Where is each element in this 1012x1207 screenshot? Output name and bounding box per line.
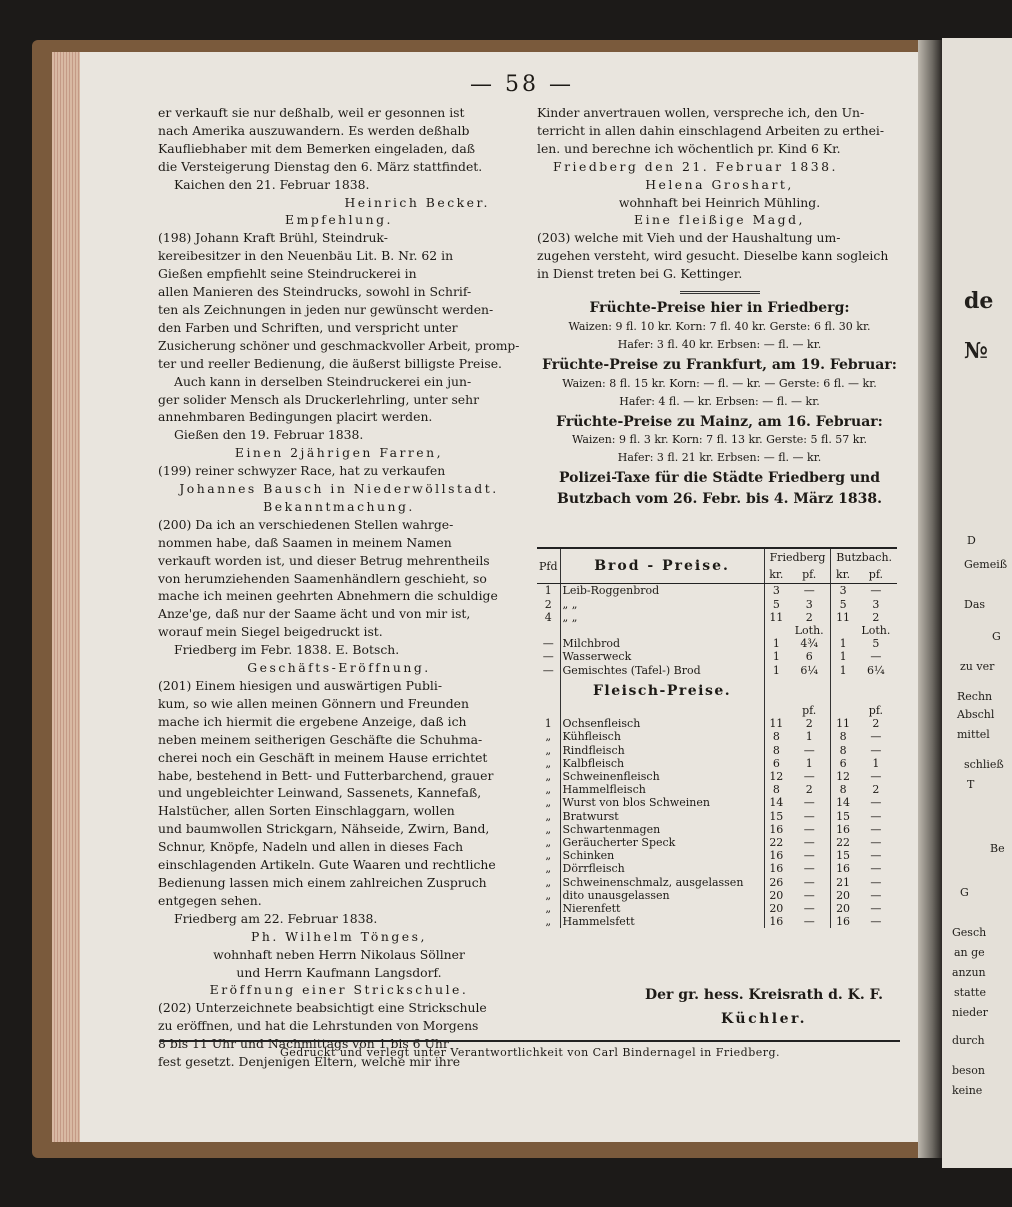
text-line: len. und berechne ich wöchentlich pr. Kind 6 Kr. <box>537 140 841 156</box>
table-row <box>537 744 897 757</box>
cell-weight: — <box>537 664 560 677</box>
section-heading: Eine fleißige Magd, <box>634 212 805 228</box>
cell-friedberg-pf: 6 <box>805 650 813 664</box>
text-line: (201) Einem hiesigen und auswärtigen Publi- <box>158 678 443 693</box>
text-line: neben meinem seitherigen Geschäfte die Schuhma- <box>158 731 483 747</box>
cell-friedberg-kr: 1 <box>764 650 788 663</box>
text-line: Zusicherung schöner und geschmackvoller Arbeit, promp- <box>158 337 520 353</box>
cell-butzbach-kr: 8 <box>831 744 855 757</box>
book-gutter <box>918 40 942 1158</box>
cell-friedberg-pf: — <box>803 915 815 929</box>
table-row <box>537 650 897 663</box>
cell-item: Milchbrod <box>562 637 621 651</box>
cell-item: Ochsenfleisch <box>562 717 641 731</box>
cell-butzbach-pf: 6¼ <box>867 663 885 677</box>
text-line: (200) Da ich an verschiedenen Stellen wahrge- <box>158 516 454 532</box>
cell-butzbach-kr: 22 <box>831 836 855 849</box>
page-edges <box>52 52 80 1142</box>
cell-item: Schwartenmagen <box>562 822 661 836</box>
facing-page-fragment: T <box>967 778 975 791</box>
cell-empty <box>537 624 560 637</box>
cell-friedberg-pf: — <box>803 743 815 757</box>
table-row <box>537 664 897 677</box>
table-subheader-row <box>537 704 897 717</box>
cell-friedberg-pf: 2 <box>805 610 813 624</box>
cell-friedberg-kr: 14 <box>764 796 788 809</box>
cell-butzbach-kr: 16 <box>831 862 855 875</box>
text-line: und Herrn Kaufmann Langsdorf. <box>236 964 442 980</box>
right-column <box>537 104 902 509</box>
table-row <box>537 862 897 875</box>
cell-butzbach-kr: 1 <box>831 637 855 650</box>
text-line: von herumziehenden Saamenhändlern geschieht, so <box>158 570 487 586</box>
cell-butzbach-pf: — <box>870 875 882 889</box>
text-line: Kinder anvertrauen wollen, verspreche ich, den Un- <box>537 105 865 120</box>
cell-weight: „ <box>537 915 560 928</box>
text-line: den Farben und Schriften, und verspricht unter <box>158 319 458 335</box>
cell-weight: „ <box>537 849 560 862</box>
facing-page-fragment: keine <box>952 1084 983 1097</box>
imprint-footer: Gedruckt und verlegt unter Verantwortlichkeit von Carl Bindernagel in Friedberg. <box>279 1046 781 1059</box>
page-number: — 58 — <box>470 72 574 97</box>
cell-butzbach-kr: 3 <box>831 584 855 598</box>
text-line: cherei noch ein Geschäft in meinem Hause errichtet <box>158 749 488 765</box>
separator-rule <box>680 291 760 294</box>
text-line: wohnhaft neben Herrn Nikolaus Söllner <box>213 946 465 962</box>
text-line: kum, so wie allen meinen Gönnern und Freunden <box>158 695 469 711</box>
unit-label-pf: pf. <box>802 704 817 718</box>
left-column <box>158 104 520 1071</box>
polizei-heading: Butzbach vom 26. Febr. bis 4. März 1838. <box>557 491 882 508</box>
cell-friedberg-kr: 26 <box>764 876 788 889</box>
text-line: kereibesitzer in den Neuenbäu Lit. B. Nr. 62 in <box>158 248 454 264</box>
facing-page-fragment: Das <box>964 598 986 611</box>
polizei-heading: Polizei-Taxe für die Städte Friedberg und <box>558 470 881 487</box>
text-line: zu eröffnen, und hat die Lehrstunden von Morgens <box>158 1018 479 1034</box>
cell-friedberg-pf: — <box>803 770 815 784</box>
cell-friedberg-pf: — <box>803 584 815 598</box>
table-row <box>537 637 897 650</box>
col-header-kr: kr. <box>764 566 788 584</box>
text-line: 8 bis 11 Uhr und Nachmittags von 1 bis 6 Uhr <box>158 1036 449 1052</box>
cell-friedberg-pf: 2 <box>805 717 813 731</box>
text-line: allen Manieren des Steindrucks, sowohl in Schrif- <box>158 284 472 300</box>
text-line: zugehen versteht, wird gesucht. Dieselbe kann sogleich <box>537 248 889 264</box>
cell-empty <box>764 704 788 717</box>
cell-friedberg-kr: 5 <box>764 598 788 611</box>
cell-friedberg-pf: — <box>803 902 815 916</box>
cell-item: Schinken <box>562 849 615 863</box>
signature-line: Helena Groshart, <box>645 176 794 192</box>
text-line: wohnhaft bei Heinrich Mühling. <box>618 194 821 210</box>
cell-weight: 2 <box>537 598 560 611</box>
cell-item: Dörrfleisch <box>562 862 625 876</box>
cell-butzbach-pf: 3 <box>872 597 880 611</box>
cell-empty <box>764 624 788 637</box>
col-header-pf: pf. <box>788 566 831 584</box>
cell-butzbach-pf: — <box>870 770 882 784</box>
prices-heading-friedberg: Früchte-Preise hier in Friedberg: <box>589 300 850 317</box>
cell-empty <box>831 677 855 704</box>
price-line: Waizen: 8 fl. 15 kr. Korn: — fl. — kr. — Gerste: 6 fl. — kr. <box>562 376 877 390</box>
cell-item: Schweinenfleisch <box>562 770 660 784</box>
text-line: und baumwollen Strickgarn, Nähseide, Zwirn, Band, <box>158 821 490 837</box>
cell-butzbach-kr: 15 <box>831 810 855 823</box>
text-line: worauf mein Siegel beigedruckt ist. <box>158 624 383 640</box>
price-line: Hafer: 4 fl. — kr. Erbsen: — fl. — kr. <box>619 394 820 408</box>
table-row <box>537 889 897 902</box>
cell-item: Hammelsfett <box>562 915 635 929</box>
facing-page <box>942 38 1012 1168</box>
cell-butzbach-pf: 2 <box>872 717 880 731</box>
table-row <box>537 717 897 730</box>
cell-weight: — <box>537 650 560 663</box>
text-line: verkauft worden ist, und dieser Betrug mehrentheils <box>158 552 490 568</box>
cell-empty <box>764 677 788 704</box>
text-line: ger solider Mensch als Druckerlehrling, unter sehr <box>158 391 480 407</box>
brod-rows <box>537 584 897 929</box>
cell-weight: „ <box>537 757 560 770</box>
text-line: in Dienst treten bei G. Kettinger. <box>537 266 743 282</box>
col-header-butzbach: Butzbach. <box>831 548 897 566</box>
signature-block <box>645 983 883 1031</box>
cell-butzbach-pf: — <box>870 584 882 598</box>
table-row <box>537 849 897 862</box>
cell-friedberg-pf: 4¾ <box>800 637 819 651</box>
facing-page-fragment: Gemeiß <box>964 558 1008 571</box>
cell-butzbach-kr: 21 <box>831 876 855 889</box>
cell-friedberg-pf: — <box>803 822 815 836</box>
table-row <box>537 915 897 928</box>
text-line: terricht in allen dahin einschlagend Arbeiten zu erthei- <box>537 122 885 138</box>
text-line: ter und reeller Bedienung, die äußerst billigste Preise. <box>158 355 502 371</box>
footer-rule <box>160 1040 900 1042</box>
table-row <box>537 823 897 836</box>
text-line: nommen habe, daß Saamen in meinem Namen <box>158 534 452 550</box>
cell-item: Gemischtes (Tafel-) Brod <box>562 663 701 677</box>
cell-weight: „ <box>537 902 560 915</box>
text-line: Auch kann in derselben Steindruckerei ein jun- <box>174 373 472 389</box>
table-row <box>537 730 897 743</box>
text-line: mache ich meinen geehrten Abnehmern die schuldige <box>158 588 498 604</box>
cell-weight: 1 <box>537 717 560 730</box>
cell-butzbach-pf: 2 <box>872 610 880 624</box>
cell-friedberg-pf: — <box>803 796 815 810</box>
unit-label-pf: pf. <box>868 704 883 718</box>
text-line: Halstücher, allen Sorten Einschlaggarn, wollen <box>158 803 455 819</box>
cell-weight: „ <box>537 862 560 875</box>
cell-friedberg-pf: — <box>803 849 815 863</box>
section-heading: Bekanntmachung. <box>263 498 415 514</box>
cell-butzbach-pf: — <box>870 809 882 823</box>
table-row <box>537 836 897 849</box>
cell-empty <box>831 624 855 637</box>
prices-heading-mainz: Früchte-Preise zu Mainz, am 16. Februar: <box>556 413 883 430</box>
cell-butzbach-kr: 14 <box>831 796 855 809</box>
signature-line: Friedberg im Febr. 1838. E. Botsch. <box>174 642 400 658</box>
cell-butzbach-pf: 2 <box>872 783 880 797</box>
cell-friedberg-pf: — <box>803 875 815 889</box>
cell-weight: „ <box>537 744 560 757</box>
text-line: Schnur, Knöpfe, Nadeln und allen in dieses Fach <box>158 839 464 855</box>
facing-page-fragment: zu ver <box>960 660 995 673</box>
cell-item: Rindfleisch <box>562 743 625 757</box>
cell-item: Bratwurst <box>562 809 619 823</box>
facing-page-fragment: nieder <box>952 1006 988 1019</box>
section-heading: Eröffnung einer Strickschule. <box>209 982 469 998</box>
text-line: fest gesetzt. Denjenigen Eltern, welche mir ihre <box>158 1054 461 1070</box>
cell-butzbach-kr: 15 <box>831 849 855 862</box>
cell-friedberg-pf: 6¼ <box>800 663 819 677</box>
cell-butzbach-pf: — <box>870 915 882 929</box>
table-row <box>537 584 897 598</box>
table-row <box>537 598 897 611</box>
cell-item: „ „ <box>562 597 578 611</box>
facing-page-fragment: Gesch <box>952 926 987 939</box>
signature-line: Heinrich Becker. <box>344 194 490 210</box>
text-line: Friedberg am 22. Februar 1838. <box>174 910 378 926</box>
section-heading: Geschäfts-Eröffnung. <box>247 660 431 676</box>
table-row <box>537 783 897 796</box>
prices-heading-frankfurt: Früchte-Preise zu Frankfurt, am 19. Februar: <box>542 356 897 373</box>
cell-friedberg-kr: 20 <box>764 889 788 902</box>
cell-item: Kühfleisch <box>562 730 621 744</box>
cell-butzbach-kr: 8 <box>831 783 855 796</box>
text-line: Gießen den 19. Februar 1838. <box>174 427 364 443</box>
cell-item: dito unausgelassen <box>562 888 670 902</box>
cell-friedberg-pf: 1 <box>805 730 813 744</box>
cell-friedberg-pf: — <box>803 862 815 876</box>
table-row <box>537 876 897 889</box>
col-header-kr: kr. <box>831 566 855 584</box>
cell-friedberg-pf: — <box>803 888 815 902</box>
text-line: nach Amerika auszuwandern. Es werden deßhalb <box>158 122 470 138</box>
cell-weight: — <box>537 637 560 650</box>
cell-weight: „ <box>537 770 560 783</box>
text-line: annehmbaren Bedingungen placirt werden. <box>158 409 433 425</box>
text-line: habe, bestehend in Bett- und Futterbarchend, grauer <box>158 767 494 783</box>
cell-friedberg-kr: 16 <box>764 849 788 862</box>
text-line: (199) reiner schwyzer Race, hat zu verkaufen <box>158 463 446 479</box>
text-line: (202) Unterzeichnete beabsichtigt eine Strickschule <box>158 1000 487 1016</box>
cell-empty <box>855 677 897 704</box>
text-line: Kaichen den 21. Februar 1838. <box>174 176 370 192</box>
text-line: er verkauft sie nur deßhalb, weil er gesonnen ist <box>158 105 465 120</box>
facing-page-fragment: an ge <box>954 946 985 959</box>
text-line: Bedienung lassen mich einem zahlreichen Zuspruch <box>158 874 487 890</box>
col-header-pfd: Pfd <box>537 548 560 584</box>
facing-page-fragment: Abschl <box>957 708 995 721</box>
cell-butzbach-kr: 5 <box>831 598 855 611</box>
cell-butzbach-pf: — <box>870 822 882 836</box>
cell-weight: 1 <box>537 584 560 598</box>
cell-weight: 4 <box>537 611 560 624</box>
text-line: ten als Zeichnungen in jeden nur gewünscht werden- <box>158 301 494 317</box>
facing-page-fragment: G <box>960 886 969 899</box>
price-line: Hafer: 3 fl. 40 kr. Erbsen: — fl. — kr. <box>617 337 822 351</box>
facing-page-fragment: № <box>964 338 988 364</box>
cell-friedberg-kr: 11 <box>764 611 788 624</box>
cell-empty <box>537 677 560 704</box>
table-row <box>537 611 897 624</box>
cell-friedberg-kr: 1 <box>764 637 788 650</box>
cell-friedberg-kr: 16 <box>764 862 788 875</box>
facing-page-fragment: Rechn <box>957 690 993 703</box>
price-line: Waizen: 9 fl. 3 kr. Korn: 7 fl. 13 kr. Gerste: 5 fl. 57 kr. <box>571 433 868 447</box>
col-header-brod: Brod - Preise. <box>560 548 764 584</box>
cell-friedberg-kr: 11 <box>764 717 788 730</box>
cell-butzbach-pf: 5 <box>872 637 880 651</box>
section-heading: Einen 2jährigen Farren, <box>234 445 444 461</box>
cell-item: Wurst von blos Schweinen <box>562 796 710 810</box>
unit-label-loth: Loth. <box>794 624 824 638</box>
facing-page-fragment: durch <box>952 1034 985 1047</box>
signature-line: Ph. Wilhelm Tönges, <box>251 928 427 944</box>
text-line: die Versteigerung Dienstag den 6. März stattfindet. <box>158 158 483 174</box>
price-table <box>537 547 897 928</box>
col-header-pf: pf. <box>855 566 897 584</box>
table-row <box>537 902 897 915</box>
cell-butzbach-pf: — <box>870 836 882 850</box>
cell-friedberg-pf: — <box>803 809 815 823</box>
price-line: Hafer: 3 fl. 21 kr. Erbsen: — fl. — kr. <box>617 451 822 465</box>
text-line: Gießen empfiehlt seine Steindruckerei in <box>158 266 417 282</box>
cell-item: Leib-Roggenbrod <box>562 584 660 598</box>
unit-label-loth: Loth. <box>861 624 891 638</box>
cell-butzbach-pf: — <box>870 902 882 916</box>
cell-empty <box>831 704 855 717</box>
facing-page-fragment: G <box>992 630 1001 643</box>
cell-empty <box>788 677 831 704</box>
cell-weight: „ <box>537 796 560 809</box>
cell-butzbach-pf: — <box>870 796 882 810</box>
section-heading: Empfehlung. <box>285 212 393 228</box>
cell-item: Nierenfett <box>562 902 621 916</box>
cell-friedberg-kr: 8 <box>764 730 788 743</box>
signature-title: Der gr. hess. Kreisrath d. K. F. <box>645 987 883 1003</box>
facing-page-fragment: beson <box>952 1064 985 1077</box>
cell-butzbach-kr: 8 <box>831 730 855 743</box>
fleisch-heading: Fleisch-Preise. <box>592 682 732 699</box>
cell-friedberg-kr: 8 <box>764 744 788 757</box>
cell-item: Geräucherter Speck <box>562 836 676 850</box>
table-subheader-row <box>537 677 897 704</box>
cell-friedberg-kr: 22 <box>764 836 788 849</box>
facing-page-fragment: mittel <box>957 728 990 741</box>
text-line: Johannes Bausch in Niederwöllstadt. <box>179 481 499 497</box>
cell-butzbach-kr: 6 <box>831 757 855 770</box>
cell-butzbach-pf: — <box>870 849 882 863</box>
cell-weight: „ <box>537 836 560 849</box>
cell-item: Schweinenschmalz, ausgelassen <box>562 875 744 889</box>
table-row <box>537 796 897 809</box>
cell-weight: „ <box>537 823 560 836</box>
cell-butzbach-kr: 16 <box>831 915 855 928</box>
cell-item: Hammelfleisch <box>562 783 646 797</box>
cell-friedberg-kr: 16 <box>764 915 788 928</box>
price-line: Waizen: 9 fl. 10 kr. Korn: 7 fl. 40 kr. Gerste: 6 fl. 30 kr. <box>568 319 871 333</box>
facing-page-fragment: de <box>964 288 994 314</box>
cell-butzbach-pf: — <box>870 888 882 902</box>
cell-butzbach-pf: — <box>870 730 882 744</box>
cell-butzbach-pf: 1 <box>872 756 880 770</box>
cell-friedberg-pf: — <box>803 836 815 850</box>
cell-empty <box>560 624 764 637</box>
signature-name: Küchler. <box>721 1011 807 1027</box>
cell-friedberg-kr: 1 <box>764 664 788 677</box>
table-subheader-row <box>537 624 897 637</box>
text-line: entgegen sehen. <box>158 892 262 908</box>
cell-weight: „ <box>537 730 560 743</box>
text-line: Anze'ge, daß nur der Saame ächt und von mir ist, <box>158 606 471 622</box>
cell-friedberg-kr: 3 <box>764 584 788 598</box>
table-row <box>537 770 897 783</box>
text-line: und ungebleichter Leinwand, Sassenets, Kannefaß, <box>158 785 482 801</box>
cell-friedberg-pf: 3 <box>805 597 813 611</box>
cell-butzbach-kr: 11 <box>831 717 855 730</box>
cell-butzbach-kr: 20 <box>831 902 855 915</box>
cell-friedberg-pf: 2 <box>805 783 813 797</box>
cell-butzbach-kr: 16 <box>831 823 855 836</box>
cell-friedberg-kr: 8 <box>764 783 788 796</box>
cell-weight: „ <box>537 810 560 823</box>
cell-weight: „ <box>537 876 560 889</box>
facing-page-fragment: Be <box>990 842 1005 855</box>
cell-friedberg-kr: 16 <box>764 823 788 836</box>
facing-page-fragment: anzun <box>952 966 986 979</box>
cell-butzbach-pf: — <box>870 862 882 876</box>
facing-page-fragment: D <box>967 534 976 547</box>
cell-butzbach-kr: 1 <box>831 664 855 677</box>
cell-butzbach-kr: 11 <box>831 611 855 624</box>
text-line: Kaufliebhaber mit dem Bemerken eingeladen, daß <box>158 140 476 156</box>
cell-weight: „ <box>537 889 560 902</box>
col-header-friedberg: Friedberg <box>764 548 831 566</box>
cell-friedberg-kr: 6 <box>764 757 788 770</box>
cell-friedberg-kr: 15 <box>764 810 788 823</box>
text-line: mache ich hiermit die ergebene Anzeige, daß ich <box>158 713 467 729</box>
text-line: (198) Johann Kraft Brühl, Steindruk- <box>158 230 388 246</box>
cell-weight: „ <box>537 783 560 796</box>
facing-page-fragment: schließ <box>964 758 1004 771</box>
cell-item: „ „ <box>562 610 578 624</box>
cell-empty <box>560 704 764 717</box>
cell-friedberg-pf: 1 <box>805 756 813 770</box>
cell-butzbach-kr: 1 <box>831 650 855 663</box>
cell-item: Kalbfleisch <box>562 756 625 770</box>
cell-butzbach-kr: 12 <box>831 770 855 783</box>
table-row <box>537 810 897 823</box>
cell-butzbach-pf: — <box>870 650 882 664</box>
cell-friedberg-kr: 20 <box>764 902 788 915</box>
facing-page-fragment: statte <box>954 986 986 999</box>
cell-empty <box>537 704 560 717</box>
text-line: Friedberg den 21. Februar 1838. <box>553 158 838 174</box>
table-row <box>537 757 897 770</box>
text-line: (203) welche mit Vieh und der Haushaltung um- <box>537 230 841 246</box>
cell-butzbach-pf: — <box>870 743 882 757</box>
cell-friedberg-kr: 12 <box>764 770 788 783</box>
cell-item: Wasserweck <box>562 650 632 664</box>
cell-butzbach-kr: 20 <box>831 889 855 902</box>
text-line: einschlagenden Artikeln. Gute Waaren und rechtliche <box>158 857 496 873</box>
